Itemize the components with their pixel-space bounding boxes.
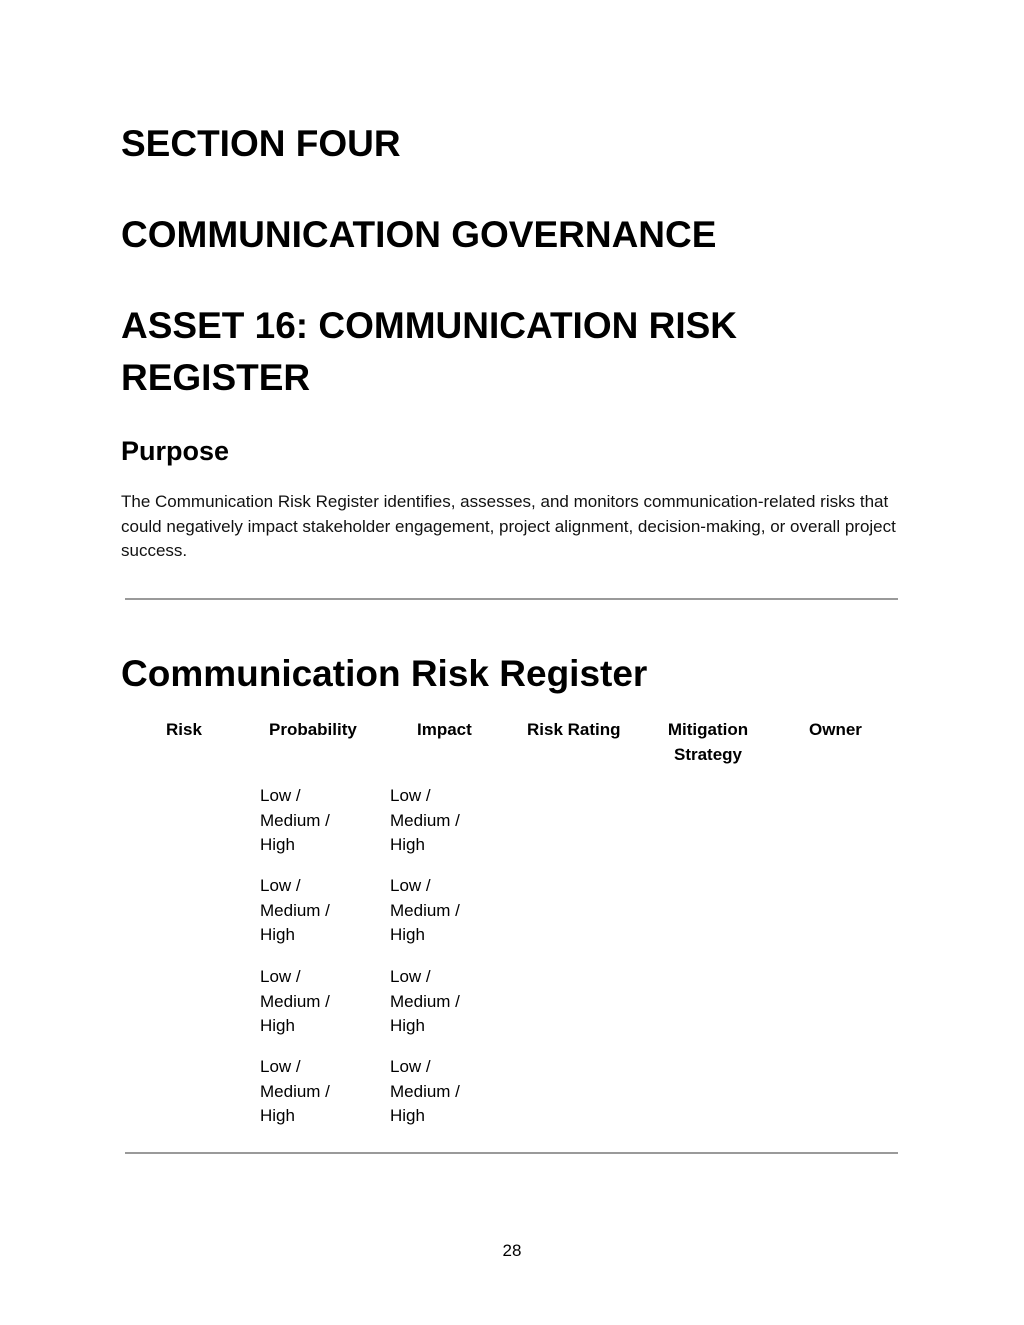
purpose-heading: Purpose bbox=[121, 436, 230, 466]
option-medium: Medium / bbox=[390, 900, 460, 920]
option-low: Low / bbox=[260, 967, 301, 986]
option-medium: Medium / bbox=[260, 991, 330, 1011]
option-medium: Medium / bbox=[260, 1081, 330, 1101]
divider-top bbox=[125, 598, 898, 600]
option-low: Low / bbox=[260, 876, 301, 895]
column-header-risk-rating: Risk Rating bbox=[527, 720, 621, 739]
option-medium: Medium / bbox=[390, 991, 460, 1011]
impact-cell bbox=[390, 1055, 490, 1129]
page-number: 28 bbox=[502, 1241, 522, 1260]
option-high: High bbox=[260, 835, 295, 854]
option-high: High bbox=[390, 1106, 425, 1125]
impact-cell bbox=[390, 874, 490, 948]
probability-cell bbox=[260, 965, 360, 1039]
option-low: Low / bbox=[390, 967, 431, 986]
register-title: Communication Risk Register bbox=[121, 653, 648, 694]
option-low: Low / bbox=[260, 1057, 301, 1076]
column-header-risk: Risk bbox=[166, 720, 202, 739]
column-header-probability: Probability bbox=[269, 720, 357, 739]
option-low: Low / bbox=[260, 786, 301, 805]
impact-cell bbox=[390, 784, 490, 858]
section-heading: SECTION FOUR bbox=[121, 123, 401, 164]
option-high: High bbox=[260, 1016, 295, 1035]
option-high: High bbox=[260, 1106, 295, 1125]
impact-cell bbox=[390, 965, 490, 1039]
probability-cell bbox=[260, 784, 360, 858]
probability-cell bbox=[260, 874, 360, 948]
column-header-owner: Owner bbox=[809, 720, 862, 739]
purpose-paragraph: The Communication Risk Register identifies, assesses, and monitors communication-related risks that could negatively impact stakeholder engagement, project alignment, decision-making, or overall project success. bbox=[121, 492, 896, 560]
option-low: Low / bbox=[390, 876, 431, 895]
asset-heading: ASSET 16: COMMUNICATION RISK REGISTER bbox=[121, 305, 738, 398]
divider-bottom bbox=[125, 1152, 898, 1154]
option-medium: Medium / bbox=[260, 810, 330, 830]
option-low: Low / bbox=[390, 1057, 431, 1076]
option-high: High bbox=[390, 835, 425, 854]
governance-heading: COMMUNICATION GOVERNANCE bbox=[121, 214, 717, 255]
column-header-impact: Impact bbox=[417, 720, 472, 739]
option-medium: Medium / bbox=[390, 1081, 460, 1101]
option-medium: Medium / bbox=[260, 900, 330, 920]
option-high: High bbox=[260, 925, 295, 944]
probability-cell bbox=[260, 1055, 360, 1129]
option-medium: Medium / bbox=[390, 810, 460, 830]
column-header-mitigation-strategy: Mitigation Strategy bbox=[667, 720, 749, 764]
option-high: High bbox=[390, 925, 425, 944]
option-low: Low / bbox=[390, 786, 431, 805]
option-high: High bbox=[390, 1016, 425, 1035]
